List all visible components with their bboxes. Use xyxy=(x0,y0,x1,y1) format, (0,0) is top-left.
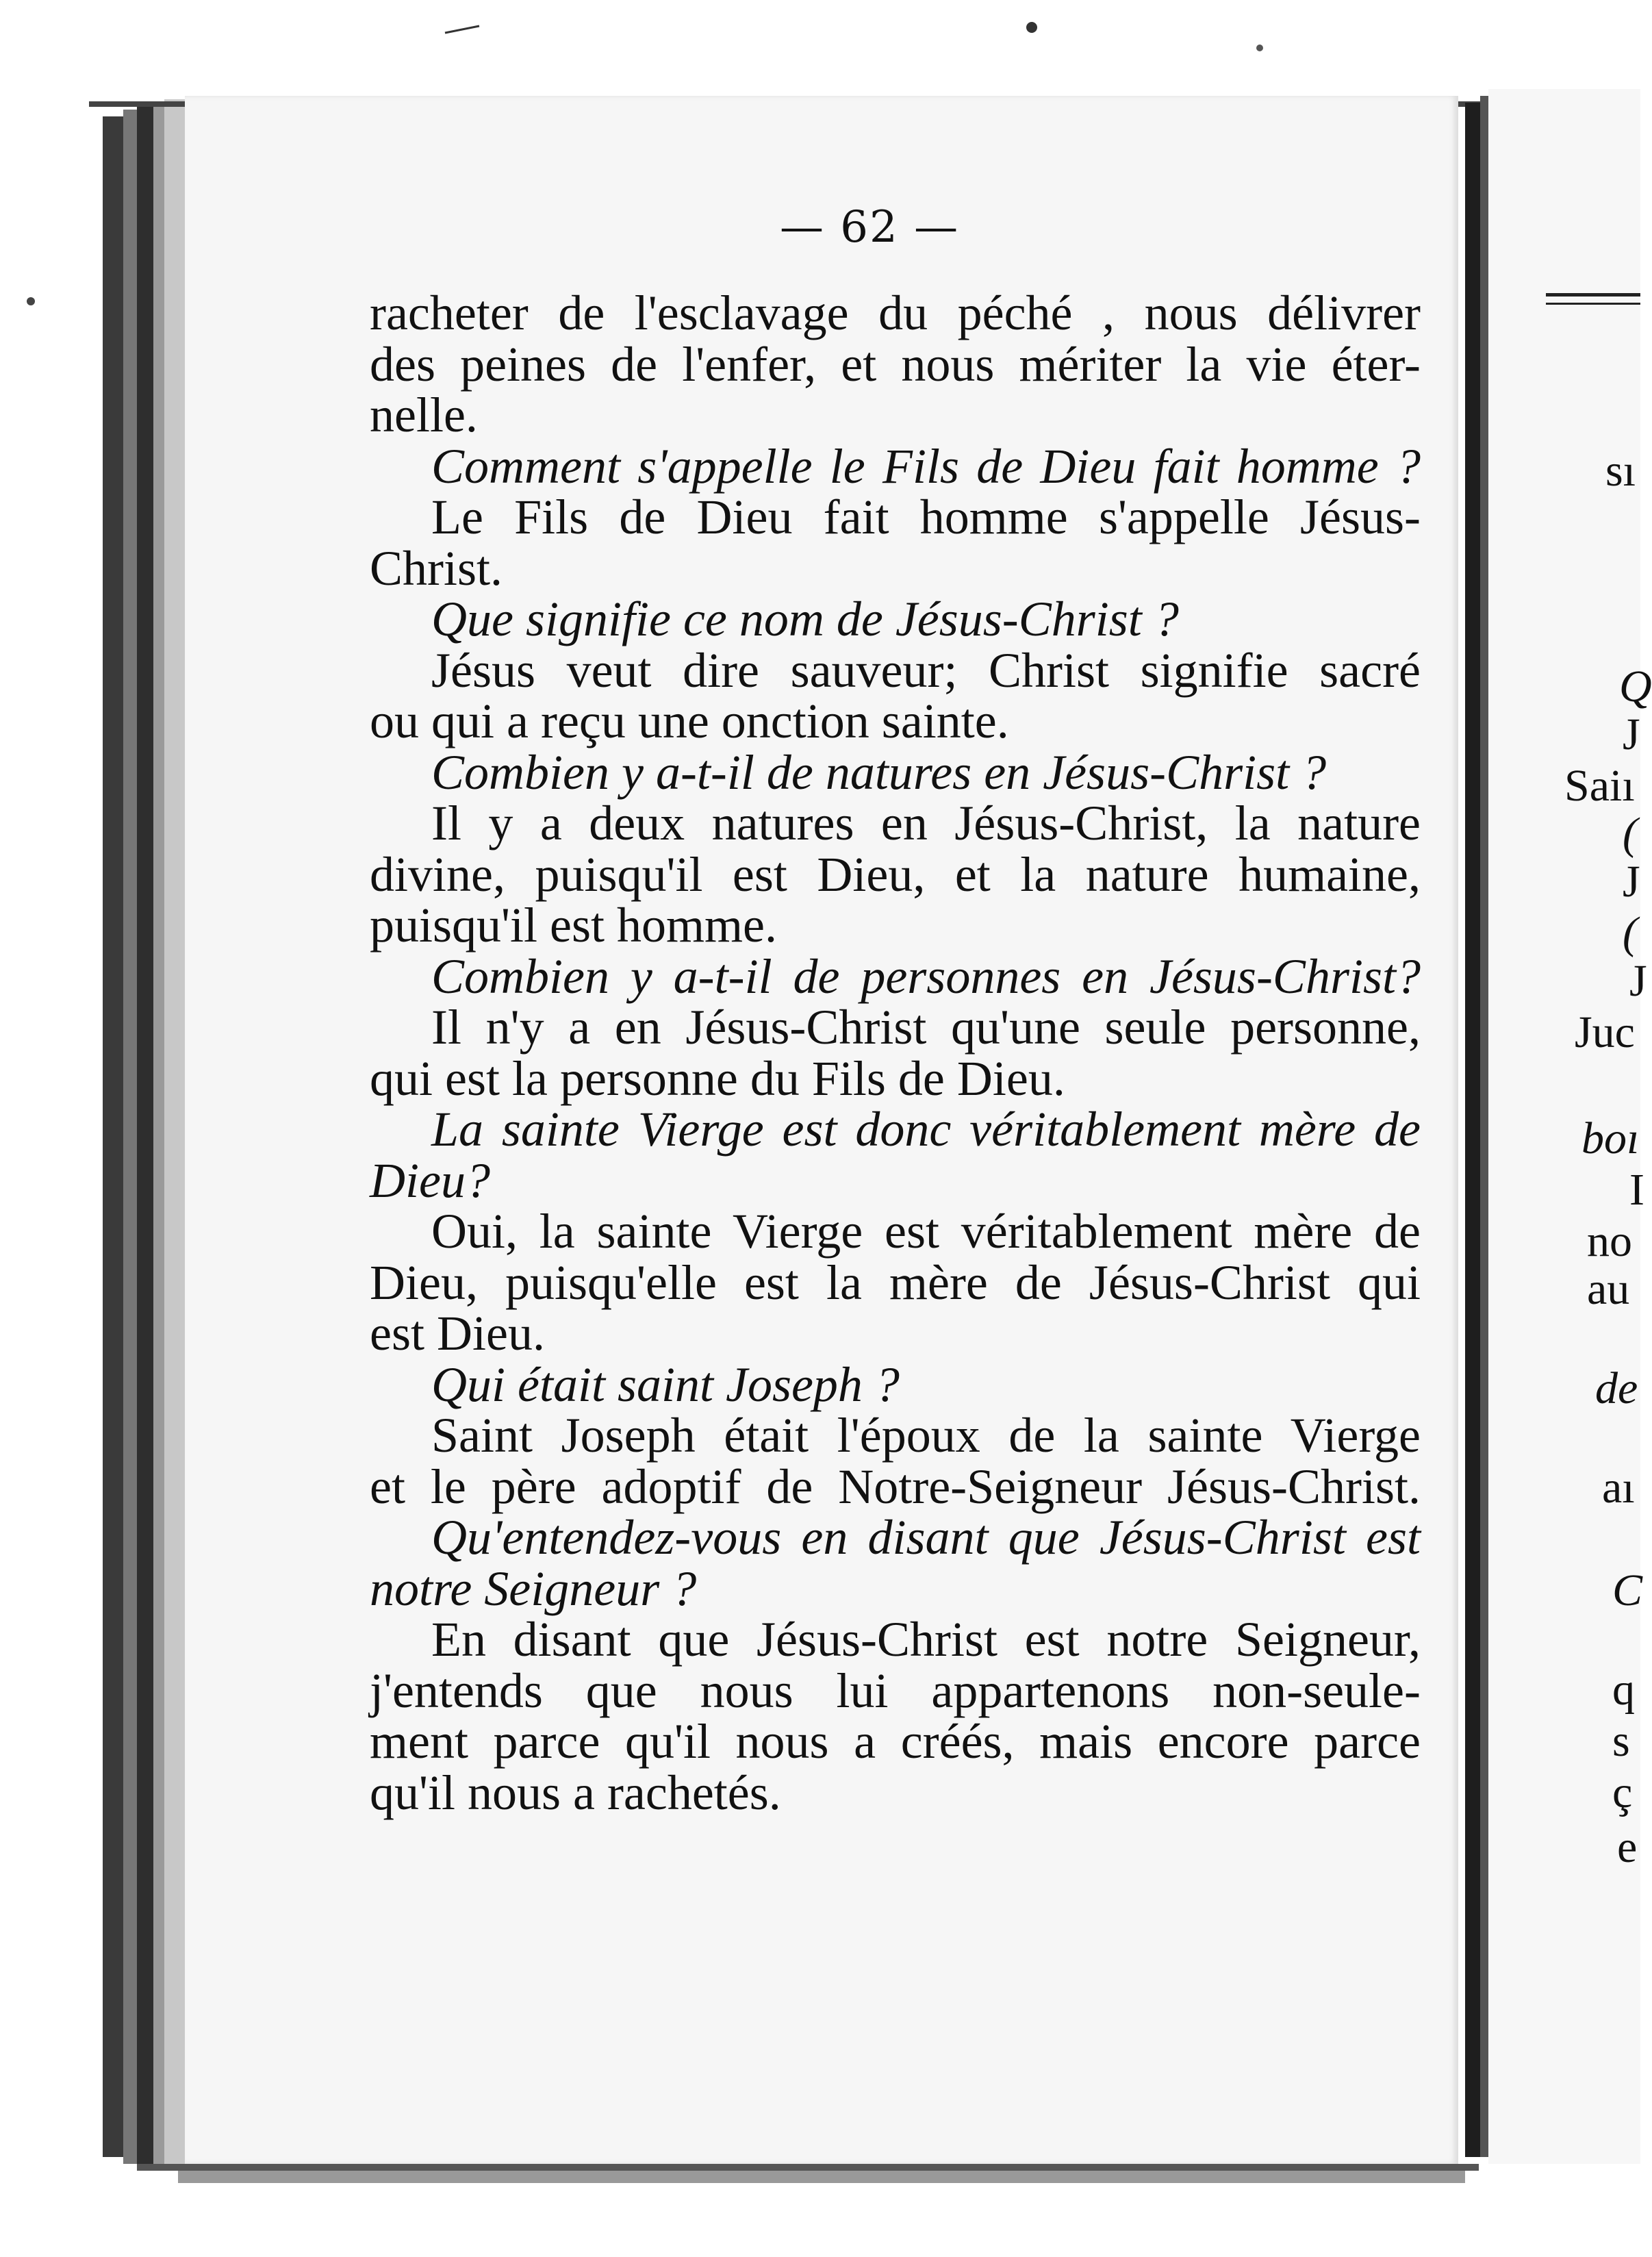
text-line: j'entends que nous lui appartenons non-seule- xyxy=(370,1663,1421,1718)
text-line: Saint Joseph était l'époux de la sainte Vierge xyxy=(431,1408,1421,1463)
facing-page-fragment: Saiı xyxy=(1564,761,1635,811)
facing-page-fragment: au xyxy=(1587,1264,1630,1314)
text-line: Christ. xyxy=(370,540,503,596)
question-line: Qu'entendez-vous en disant que Jésus-Christ est xyxy=(431,1510,1421,1565)
facing-page-fragment: e xyxy=(1617,1822,1638,1872)
facing-page-fragment: ( xyxy=(1623,908,1638,958)
text-line: puisqu'il est homme. xyxy=(370,898,777,953)
facing-page-fragment: no xyxy=(1587,1216,1632,1266)
facing-page-fragment: de xyxy=(1595,1363,1638,1413)
facing-page-fragment: Juc xyxy=(1575,1007,1635,1057)
facing-page-fragment: sı xyxy=(1605,446,1636,496)
text-line: Il n'y a en Jésus-Christ qu'une seule personne, xyxy=(431,1000,1421,1055)
facing-page-rule xyxy=(1546,303,1640,305)
facing-page-fragment: J xyxy=(1623,857,1640,907)
text-line: Il y a deux natures en Jésus-Christ, la nature xyxy=(431,796,1421,850)
question-line: notre Seigneur ? xyxy=(370,1561,697,1616)
facing-page-fragment: q xyxy=(1612,1665,1635,1715)
text-line: ment parce qu'il nous a créés, mais encore parce xyxy=(370,1714,1421,1769)
text-line: ou qui a reçu une onction sainte. xyxy=(370,694,1009,748)
text-line: nelle. xyxy=(370,388,478,442)
facing-page-fragment: aı xyxy=(1602,1463,1635,1513)
page-number: — 62 — xyxy=(779,202,960,253)
text-line: qui est la personne du Fils de Dieu. xyxy=(370,1050,1065,1106)
text-line: Le Fils de Dieu fait homme s'appelle Jésus- xyxy=(431,490,1421,544)
facing-page-fragment: C xyxy=(1612,1565,1643,1615)
facing-page-fragment: s xyxy=(1612,1716,1630,1766)
question-line: Combien y a-t-il de personnes en Jésus-Christ? xyxy=(431,948,1421,1004)
text-line: En disant que Jésus-Christ est notre Seigneur, xyxy=(431,1612,1421,1667)
question-line: Que signifie ce nom de Jésus-Christ ? xyxy=(431,592,1179,646)
text-line: qu'il nous a rachetés. xyxy=(370,1765,781,1820)
question-line: Dieu? xyxy=(370,1152,490,1208)
facing-page-fragment: Q xyxy=(1619,661,1652,711)
text-line: divine, puisqu'il est Dieu, et la nature humaine, xyxy=(370,846,1421,902)
facing-page-fragment: J xyxy=(1629,956,1647,1006)
text-line: Dieu, puisqu'elle est la mère de Jésus-Christ qui xyxy=(370,1254,1421,1310)
text-line: Oui, la sainte Vierge est véritablement mère de xyxy=(431,1204,1421,1259)
facing-page-fragment: ( xyxy=(1623,809,1638,859)
text-line: Jésus veut dire sauveur; Christ signifie sacré xyxy=(431,642,1421,698)
question-line: Combien y a-t-il de natures en Jésus-Christ ? xyxy=(431,744,1327,800)
question-line: Comment s'appelle le Fils de Dieu fait homme ? xyxy=(431,438,1421,494)
page-text xyxy=(370,288,1421,1818)
facing-page-fragment: I xyxy=(1629,1165,1644,1215)
question-line: Qui était saint Joseph ? xyxy=(431,1357,900,1412)
text-line: racheter de l'esclavage du péché , nous délivrer xyxy=(370,286,1421,340)
facing-page-fragment: ç xyxy=(1612,1767,1633,1817)
facing-page-fragment: boı xyxy=(1581,1113,1640,1163)
text-line: des peines de l'enfer, et nous mériter la vie éter- xyxy=(370,336,1421,392)
text-line: et le père adoptif de Notre-Seigneur Jésus-Christ. xyxy=(370,1459,1421,1514)
question-line: La sainte Vierge est donc véritablement mère de xyxy=(431,1102,1421,1157)
facing-page-fragment: J xyxy=(1623,709,1640,759)
facing-page-rule xyxy=(1546,293,1640,297)
text-line: est Dieu. xyxy=(370,1306,545,1361)
